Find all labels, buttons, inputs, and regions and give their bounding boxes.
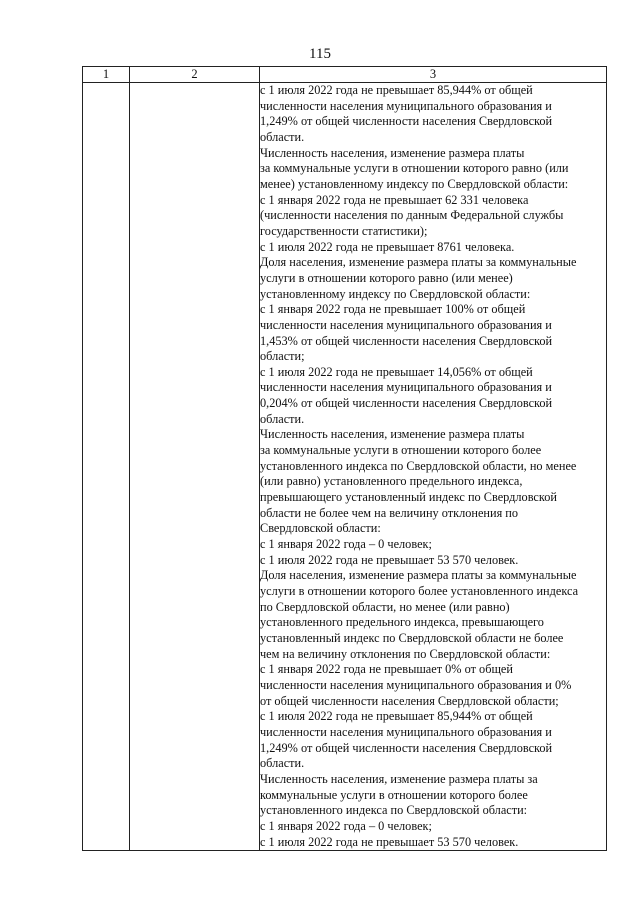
paragraph: с 1 июля 2022 года не превышает 53 570 человек. xyxy=(260,834,519,849)
paragraph: с 1 июля 2022 года не превышает 8761 человека. xyxy=(260,239,515,254)
paragraph: с 1 января 2022 года не превышает 100% от общей численности населения муниципального образования и 1,453% от общей численности населения Свердловской области; xyxy=(260,302,553,364)
paragraph: с 1 января 2022 года – 0 человек; xyxy=(260,537,432,552)
column-header-3: 3 xyxy=(260,67,607,83)
paragraph: с 1 июля 2022 года не превышает 85,944% от общей численности населения муниципального образования и 1,249% от общей численности населения Свердловской области. xyxy=(260,83,553,144)
column-1-cell xyxy=(83,83,130,851)
table-header-row xyxy=(83,67,607,83)
paragraph: с 1 июля 2022 года не превышает 85,944% от общей численности населения муниципального образования и 1,249% от общей численности населения Свердловской области. xyxy=(260,709,553,771)
document-table xyxy=(82,66,607,851)
paragraph: Доля населения, изменение размера платы за коммунальные услуги в отношении которого более установленного индекса по Свердловской области, но менее (или равно) установленного предельного индекса, превышающего установленный индекс по Свердловской области не более чем на величину отклонения по Свердловской области: xyxy=(260,568,579,661)
paragraph: с 1 января 2022 года – 0 человек; xyxy=(260,818,432,833)
column-header-1: 1 xyxy=(83,67,130,83)
page-number: 115 xyxy=(309,46,331,62)
column-header-2: 2 xyxy=(130,67,260,83)
paragraph: Численность населения, изменение размера платы за коммунальные услуги в отношении которого более установленного индекса по Свердловской области: xyxy=(260,771,538,818)
paragraph: с 1 января 2022 года не превышает 0% от общей численности населения муниципального образования и 0% от общей численности населения Свердловской области; xyxy=(260,662,572,708)
table-row xyxy=(83,83,607,851)
paragraph: Доля населения, изменение размера платы за коммунальные услуги в отношении которого равно (или менее) установленному индексу по Свердловской области: xyxy=(260,255,577,301)
paragraph: Численность населения, изменение размера платы за коммунальные услуги в отношении которого более установленного индекса по Свердловской области, но менее (или равно) установленного предельного индекса, превышающего установленный индекс по Свердловской области не более чем на величину отклонения по Свердловской области: xyxy=(260,427,577,536)
paragraph: с 1 июля 2022 года не превышает 53 570 человек. xyxy=(260,552,519,567)
paragraph: с 1 июля 2022 года не превышает 14,056% от общей численности населения муниципального образования и 0,204% от общей численности населения Свердловской области. xyxy=(260,364,553,426)
paragraph: с 1 января 2022 года не превышает 62 331 человека (численности населения по данным Федеральной службы государственности статистики); xyxy=(260,192,564,238)
column-2-cell xyxy=(130,83,260,851)
paragraph: Численность населения, изменение размера платы за коммунальные услуги в отношении которого равно (или менее) установленному индексу по Свердловской области: xyxy=(260,145,569,191)
column-3-cell xyxy=(260,83,607,851)
